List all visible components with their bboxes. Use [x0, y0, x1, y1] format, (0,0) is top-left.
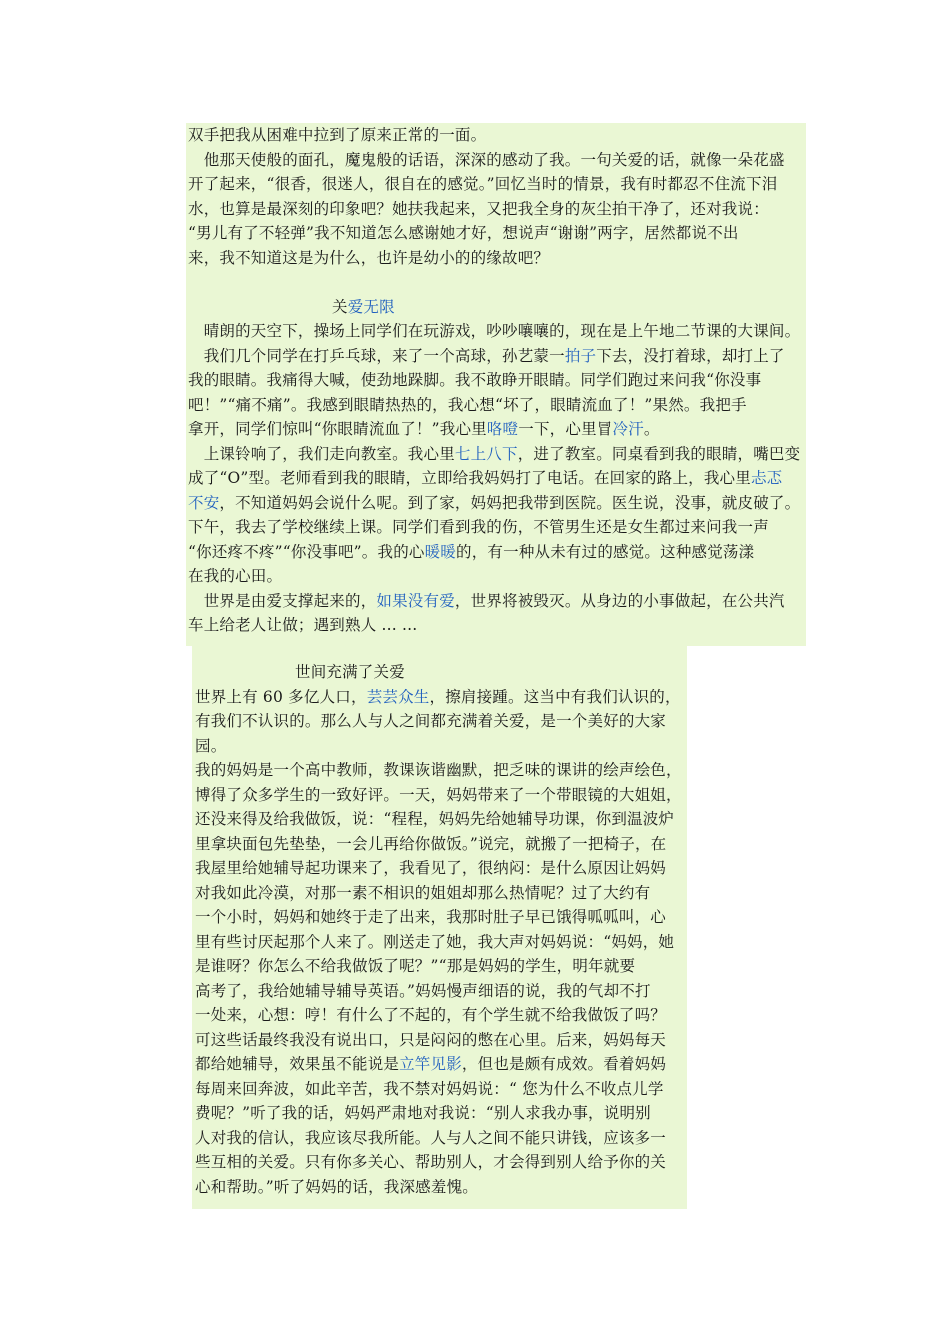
block2-line: 园。: [195, 736, 227, 755]
text: ，进了教室。同桌看到我的眼睛，嘴巴变: [517, 444, 801, 463]
text: ，擦肩接踵。这当中有我们认识的，: [429, 687, 681, 706]
article-block-2: [192, 646, 687, 1209]
link-paizi[interactable]: 拍子: [564, 346, 597, 365]
paragraph-2-line-1: [188, 344, 804, 369]
link-qishangbaxia[interactable]: 七上八下: [454, 444, 518, 463]
text: 我们几个同学在打乒乓球，来了一个高球，孙艺蒙一: [188, 346, 565, 365]
block2-line: 有我们不认识的。那么人与人之间都充满着关爱，是一个美好的大家: [195, 712, 667, 730]
block2-line: 高考了，我给她辅导辅导英语。”妈妈慢声细语的说，我的气却不打: [195, 981, 651, 1000]
paragraph-3-line-2: [188, 466, 804, 491]
paragraph-3-line-4: 下午，我去了学校继续上课。同学们看到我的伤，不管男生还是女生都过来问我一声: [188, 518, 769, 536]
block2-line: 我屋里给她辅导起功课来了，我看见了，很纳闷：是什么原因让妈妈: [195, 859, 667, 877]
text: 上课铃响了，我们走向教室。我心里: [188, 444, 455, 463]
article-block-1: [186, 123, 806, 646]
text: 下去，没打着球，却打上了: [596, 346, 785, 365]
block2-line: 是谁呀？你怎么不给我做饭了呢？”“那是妈妈的学生，明年就要: [195, 957, 636, 975]
block2-line-link: [195, 1052, 684, 1077]
link-yunyunzhongsheng[interactable]: 芸芸众生: [366, 687, 430, 706]
section-title-guanai: [188, 295, 804, 320]
text: ，不知道妈妈会说什么呢。到了家，妈妈把我带到医院。医生说，没事，就皮破了。: [219, 493, 801, 512]
block2-line: 些互相的关爱。只有你多关心、帮助别人，才会得到别人给予你的关: [195, 1153, 667, 1171]
block2-line: 我的妈妈是一个高中教师，教课诙谐幽默，把乏味的课讲的绘声绘色，: [195, 761, 682, 779]
link-lenghan[interactable]: 冷汗: [612, 420, 644, 438]
intro-line-3: 开了起来，“很香，很迷人，很自在的感觉。”回忆当时的情景，我有时都忍不住流下泪: [188, 175, 778, 193]
text: 都给她辅导，效果虽不能说是: [195, 1055, 400, 1073]
block2-line: 人对我的信认，我应该尽我所能。人与人之间不能只讲钱，应该多一: [195, 1128, 667, 1147]
link-tante[interactable]: 忐忑: [750, 469, 783, 487]
paragraph-2-line-3: 吧！”“痛不痛”。我感到眼睛热热的，我心想“坏了，眼睛流血了！”果然。我把手: [188, 395, 747, 414]
paragraph-4-line-2: 车上给老人让做；遇到熟人 ... ...: [188, 616, 418, 634]
text: 拿开，同学们惊叫“你眼睛流血了！”我心里: [188, 420, 487, 438]
intro-line-2: 他那天使般的面孔，魔鬼般的话语，深深的感动了我。一句关爱的话，就像一朵花盛: [188, 150, 785, 169]
block2-line: 里有些讨厌起那个人来了。刚送走了她，我大声对妈妈说：“妈妈，她: [195, 932, 675, 951]
paragraph-3-line-1: [188, 442, 804, 467]
title-text: 关: [332, 297, 348, 316]
link-ruguomeiyouai[interactable]: 如果没有爱: [376, 591, 455, 610]
paragraph-2-line-4: [188, 417, 804, 442]
text: 世界是由爱支撑起来的，: [188, 591, 377, 610]
paragraph-4-line-1: [188, 589, 804, 614]
text: ，但也是颇有成效。看着妈妈: [461, 1055, 667, 1073]
intro-line-1: 双手把我从困难中拉到了原来正常的一面。: [188, 126, 487, 144]
text: “你还疼不疼”“你没事吧”。我的心: [188, 542, 425, 561]
paragraph-3-line-5: [188, 540, 804, 565]
text: ，世界将被毁灭。从身边的小事做起，在公共汽: [454, 591, 785, 610]
block2-line: 心和帮助。”听了妈妈的话，我深感羞愧。: [195, 1177, 478, 1196]
paragraph-1: 晴朗的天空下，操场上同学们在玩游戏，吵吵嚷嚷的，现在是上午地二节课的大课间。: [188, 322, 801, 340]
block2-line: 费呢？”听了我的话，妈妈严肃地对我说：“别人求我办事，说明别: [195, 1104, 651, 1122]
intro-line-5: “男儿有了不轻弹”我不知道怎么感谢她才好，想说声“谢谢”两字，居然都说不出: [188, 224, 739, 242]
text: 。: [643, 420, 660, 438]
text: 成了“O”型。老师看到我的眼睛，立即给我妈妈打了电话。在回家的路上，我心里: [188, 469, 751, 487]
title-link[interactable]: 爱无限: [347, 297, 395, 316]
section-title-shijian: 世间充满了关爱: [295, 663, 405, 681]
block2-line: 还没来得及给我做饭，说：“程程，妈妈先给她辅导功课，你到温波炉: [195, 810, 675, 828]
block2-line: 可这些话最终我没有说出口，只是闷闷的憋在心里。后来，妈妈每天: [195, 1030, 667, 1049]
block2-line-1: [195, 685, 684, 710]
text: 的，有一种从未有过的感觉。这种感觉荡漾: [456, 542, 755, 561]
paragraph-3-line-3: [188, 491, 804, 516]
intro-line-6: 来，我不知道这是为什么，也许是幼小的的缘故吧？: [188, 248, 550, 267]
paragraph-2-line-2: 我的眼睛。我痛得大喊，使劲地跺脚。我不敢睁开眼睛。同学们跑过来问我“你没事: [188, 371, 762, 389]
text: 世界上有 60 多亿人口，: [195, 687, 367, 706]
block2-line: 每周来回奔波，如此辛苦，我不禁对妈妈说：“ 您为什么不收点儿学: [195, 1079, 664, 1098]
block2-line: 一个小时，妈妈和她终于走了出来，我那时肚子早已饿得呱呱叫，心: [195, 908, 667, 926]
link-buan[interactable]: 不安: [188, 493, 220, 512]
block2-line: 对我如此冷漠，对那一素不相识的姐姐却那么热情呢？过了大约有: [195, 883, 651, 902]
intro-line-4: 水，也算是最深刻的印象吧？她扶我起来，又把我全身的灰尘拍干净了，还对我说：: [188, 199, 769, 218]
link-ligan-jianying[interactable]: 立竿见影: [399, 1055, 462, 1073]
spacer: [188, 270, 804, 295]
text: 一下，心里冒: [518, 420, 613, 438]
paragraph-3-line-6: 在我的心田。: [188, 567, 283, 585]
block2-line: 里拿块面包先垫垫，一会儿再给你做饭。”说完，就搬了一把椅子，在: [195, 834, 667, 853]
block2-line: 博得了众多学生的一致好评。一天，妈妈带来了一个带眼镜的大姐姐，: [195, 785, 682, 804]
link-nuannuan[interactable]: 暖暖: [424, 542, 457, 561]
link-gedeng[interactable]: 咯噔: [486, 420, 519, 438]
block2-line: 一处来，心想：哼！有什么了不起的，有个学生就不给我做饭了吗？: [195, 1006, 667, 1024]
